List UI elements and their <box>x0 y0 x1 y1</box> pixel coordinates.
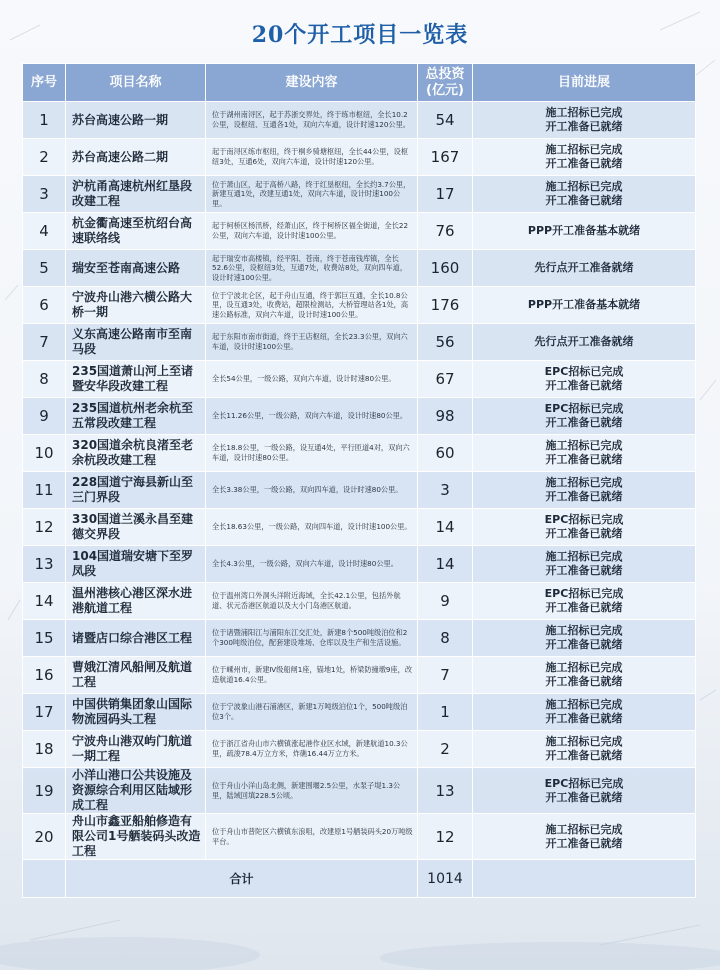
project-investment: 160 <box>418 250 473 287</box>
progress-line: 施工招标已完成 <box>545 143 623 156</box>
table-row <box>23 814 696 860</box>
project-content: 起于东阳市南市街道，终于王店枢纽，全长23.3公里，双向六车道，设计时速100公里。 <box>206 324 418 361</box>
progress-line: EPC招标已完成 <box>544 513 624 526</box>
project-content: 全长4.3公里，一级公路，双向六车道，设计时速80公里。 <box>206 546 418 583</box>
project-investment: 98 <box>418 398 473 435</box>
project-name: 温州港核心港区深水进港航道工程 <box>66 583 206 620</box>
project-name: 宁波舟山港双屿门航道一期工程 <box>66 731 206 768</box>
table-row <box>23 324 696 361</box>
table-row <box>23 250 696 287</box>
row-index: 18 <box>23 731 66 768</box>
progress-line: 施工招标已完成 <box>545 624 623 637</box>
header-name: 项目名称 <box>66 64 206 102</box>
progress-line: 开工准备已就绪 <box>545 675 623 688</box>
table-row <box>23 435 696 472</box>
progress-line: 施工招标已完成 <box>545 106 623 119</box>
row-index: 16 <box>23 657 66 694</box>
project-progress <box>473 176 696 213</box>
progress-line: 先行点开工准备就绪 <box>534 335 634 348</box>
project-investment: 67 <box>418 361 473 398</box>
project-investment: 7 <box>418 657 473 694</box>
project-name: 苏台高速公路一期 <box>66 102 206 139</box>
progress-line: 先行点开工准备就绪 <box>534 261 634 274</box>
project-progress <box>473 139 696 176</box>
project-investment: 176 <box>418 287 473 324</box>
project-investment: 14 <box>418 509 473 546</box>
table-header-row <box>23 64 696 102</box>
row-index: 13 <box>23 546 66 583</box>
project-investment: 13 <box>418 768 473 814</box>
project-investment: 60 <box>418 435 473 472</box>
project-investment: 12 <box>418 814 473 860</box>
header-investment-label: 总投资 <box>425 66 465 82</box>
project-investment: 3 <box>418 472 473 509</box>
project-investment: 167 <box>418 139 473 176</box>
project-content: 起于瑞安市高楼镇，经平阳、苍南，终于苍南钱库镇，全长52.6公里，设枢纽3处，互通7处，收费站8处，双向四车道，设计时速100公里。 <box>206 250 418 287</box>
project-investment: 17 <box>418 176 473 213</box>
project-content: 全长11.26公里，一级公路，双向六车道，设计时速80公里。 <box>206 398 418 435</box>
progress-line: EPC招标已完成 <box>544 365 624 378</box>
project-investment: 1 <box>418 694 473 731</box>
header-investment-unit: (亿元) <box>426 82 464 98</box>
project-progress <box>473 694 696 731</box>
project-table <box>22 63 696 898</box>
table-row <box>23 361 696 398</box>
row-index: 20 <box>23 814 66 860</box>
progress-line: 开工准备已就绪 <box>545 194 623 207</box>
project-progress <box>473 814 696 860</box>
table-row <box>23 102 696 139</box>
project-content: 位于嵊州市，新建Ⅳ级船闸1座，锚地1处，桥梁防撞墩9座，改造航道16.4公里。 <box>206 657 418 694</box>
table-row <box>23 694 696 731</box>
project-progress <box>473 250 696 287</box>
table-row <box>23 546 696 583</box>
row-index: 14 <box>23 583 66 620</box>
project-name: 宁波舟山港六横公路大桥一期 <box>66 287 206 324</box>
project-name: 诸暨店口综合港区工程 <box>66 620 206 657</box>
project-name: 235国道萧山河上至诸暨安华段改建工程 <box>66 361 206 398</box>
row-index: 11 <box>23 472 66 509</box>
project-progress <box>473 768 696 814</box>
project-name: 228国道宁海县新山至三门界段 <box>66 472 206 509</box>
row-index: 17 <box>23 694 66 731</box>
table-row <box>23 398 696 435</box>
progress-line: 开工准备已就绪 <box>545 790 623 804</box>
project-content: 位于宁波象山港石浦港区，新建1万吨级泊位1个，500吨级泊位3个。 <box>206 694 418 731</box>
project-name: 杭金衢高速至杭绍台高速联络线 <box>66 213 206 250</box>
table-row <box>23 139 696 176</box>
project-investment: 9 <box>418 583 473 620</box>
progress-line: 施工招标已完成 <box>545 476 623 489</box>
project-content: 位于宁波北仑区，起于舟山互通，终于郭巨互通，全长10.8公里，设互通3处，收费站，超限检测站，大桥管理站各1处，高速公路标准，双向六车道，设计时速100公里。 <box>206 287 418 324</box>
project-progress <box>473 583 696 620</box>
project-investment: 2 <box>418 731 473 768</box>
progress-line: PPP开工准备基本就绪 <box>527 298 641 311</box>
progress-line: 开工准备已就绪 <box>545 836 623 850</box>
total-spacer <box>23 860 66 898</box>
progress-line: 施工招标已完成 <box>545 661 623 674</box>
project-progress <box>473 509 696 546</box>
page-title: 20个开工项目一览表 <box>251 22 469 48</box>
project-investment: 54 <box>418 102 473 139</box>
project-content: 全长18.8公里，一级公路，设互通4处，平行匝道4对，双向六车道，设计时速80公里。 <box>206 435 418 472</box>
table-row <box>23 620 696 657</box>
project-progress <box>473 657 696 694</box>
progress-line: PPP开工准备基本就绪 <box>527 224 641 237</box>
project-progress <box>473 398 696 435</box>
project-name: 瑞安至苍南高速公路 <box>66 250 206 287</box>
project-progress <box>473 435 696 472</box>
project-progress <box>473 731 696 768</box>
progress-line: 施工招标已完成 <box>545 180 623 193</box>
project-investment: 56 <box>418 324 473 361</box>
row-index: 12 <box>23 509 66 546</box>
table-row <box>23 472 696 509</box>
project-progress <box>473 213 696 250</box>
progress-line: 开工准备已就绪 <box>545 453 623 466</box>
total-row <box>23 860 696 898</box>
row-index: 1 <box>23 102 66 139</box>
table-row <box>23 731 696 768</box>
progress-line: 施工招标已完成 <box>545 550 623 563</box>
table-row <box>23 509 696 546</box>
total-investment: 1014 <box>418 860 473 898</box>
project-investment: 76 <box>418 213 473 250</box>
project-progress <box>473 287 696 324</box>
header-investment <box>418 64 473 102</box>
progress-line: 开工准备已就绪 <box>545 601 623 614</box>
project-name: 义东高速公路南市至南马段 <box>66 324 206 361</box>
row-index: 3 <box>23 176 66 213</box>
progress-line: 开工准备已就绪 <box>545 416 623 429</box>
project-progress <box>473 102 696 139</box>
project-content: 起于南浔区练市枢纽，终于桐乡骑塘枢纽，全长44公里，设枢纽3处，互通6处，双向六车道，设计时速120公里。 <box>206 139 418 176</box>
table-row <box>23 176 696 213</box>
project-content: 全长18.63公里，一级公路，双向四车道，设计时速100公里。 <box>206 509 418 546</box>
progress-line: 开工准备已就绪 <box>545 527 623 540</box>
project-content: 位于萧山区，起于高桥八路，终于红垦枢纽，全长约3.7公里，新建互通1处，改建互通1处，双向六车道，设计时速100公里。 <box>206 176 418 213</box>
row-index: 9 <box>23 398 66 435</box>
row-index: 6 <box>23 287 66 324</box>
header-index: 序号 <box>23 64 66 102</box>
progress-line: 开工准备已就绪 <box>545 157 623 170</box>
row-index: 5 <box>23 250 66 287</box>
row-index: 8 <box>23 361 66 398</box>
project-content: 位于舟山小洋山岛北侧，新建围堰2.5公里，水泵子堤1.3公里，陆域回填228.5公顷。 <box>206 768 418 814</box>
total-label: 合计 <box>66 860 418 898</box>
progress-line: 开工准备已就绪 <box>545 712 623 725</box>
row-index: 10 <box>23 435 66 472</box>
project-content: 全长3.38公里，一级公路，双向四车道，设计时速80公里。 <box>206 472 418 509</box>
header-progress: 目前进展 <box>473 64 696 102</box>
table-body <box>23 102 696 860</box>
project-content: 位于诸暨浦阳江与浦阳东江交汇处，新建8个500吨级泊位和2个300吨级泊位，配套建设堆场、仓库以及生产和生活设施。 <box>206 620 418 657</box>
progress-line: EPC招标已完成 <box>544 402 624 415</box>
project-progress <box>473 361 696 398</box>
row-index: 4 <box>23 213 66 250</box>
project-progress <box>473 620 696 657</box>
project-content: 起于柯桥区杨汛桥，经萧山区，终于柯桥区福全街道，全长22公里，双向六车道，设计时速100公里。 <box>206 213 418 250</box>
project-table-container <box>22 63 695 898</box>
progress-line: EPC招标已完成 <box>544 587 624 600</box>
project-investment: 8 <box>418 620 473 657</box>
project-name: 中国供销集团象山国际物流园码头工程 <box>66 694 206 731</box>
table-row <box>23 768 696 814</box>
project-content: 位于温州湾口外洞头洋附近海域，全长42.1公里，包括外航道、状元岙港区航道以及大小门岛港区航道。 <box>206 583 418 620</box>
project-name: 沪杭甬高速杭州红垦段改建工程 <box>66 176 206 213</box>
project-name: 330国道兰溪永昌至建德交界段 <box>66 509 206 546</box>
project-investment: 14 <box>418 546 473 583</box>
project-progress <box>473 472 696 509</box>
progress-line: 开工准备已就绪 <box>545 564 623 577</box>
project-name: 320国道余杭良渚至老余杭段改建工程 <box>66 435 206 472</box>
progress-line: 施工招标已完成 <box>545 822 623 836</box>
progress-line: 开工准备已就绪 <box>545 490 623 503</box>
project-progress <box>473 324 696 361</box>
project-name: 曹娥江清风船闸及航道工程 <box>66 657 206 694</box>
progress-line: 施工招标已完成 <box>545 735 623 748</box>
progress-line: 开工准备已就绪 <box>545 379 623 392</box>
project-content: 位于舟山市普陀区六横镇东浪咀，改建原1号舾装码头20万吨级平台。 <box>206 814 418 860</box>
table-row <box>23 657 696 694</box>
row-index: 7 <box>23 324 66 361</box>
project-progress <box>473 546 696 583</box>
table-row <box>23 583 696 620</box>
header-content: 建设内容 <box>206 64 418 102</box>
progress-line: 施工招标已完成 <box>545 698 623 711</box>
table-row <box>23 213 696 250</box>
table-row <box>23 287 696 324</box>
progress-line: EPC招标已完成 <box>544 776 624 790</box>
row-index: 2 <box>23 139 66 176</box>
progress-line: 开工准备已就绪 <box>545 638 623 651</box>
row-index: 19 <box>23 768 66 814</box>
project-content: 全长54公里，一级公路，双向六车道，设计时速80公里。 <box>206 361 418 398</box>
project-content: 位于浙江省舟山市六横镇涨起港作业区水域，新建航道10.3公里，疏浚78.4万立方米，炸礁16.44万立方米。 <box>206 731 418 768</box>
row-index: 15 <box>23 620 66 657</box>
project-name: 舟山市鑫亚船舶修造有限公司1号舾装码头改造工程 <box>66 814 206 860</box>
progress-line: 开工准备已就绪 <box>545 749 623 762</box>
project-content: 位于湖州南浔区，起于苏浙交界处，终于练市枢纽，全长10.2公里，设枢纽、互通各1处，双向六车道，设计时速120公里。 <box>206 102 418 139</box>
progress-line: 开工准备已就绪 <box>545 120 623 133</box>
project-name: 235国道杭州老余杭至五常段改建工程 <box>66 398 206 435</box>
project-name: 苏台高速公路二期 <box>66 139 206 176</box>
project-name: 小洋山港口公共设施及资源综合利用区陆域形成工程 <box>66 768 206 814</box>
project-name: 104国道瑞安塘下至罗凤段 <box>66 546 206 583</box>
progress-line: 施工招标已完成 <box>545 439 623 452</box>
total-progress-spacer <box>473 860 696 898</box>
